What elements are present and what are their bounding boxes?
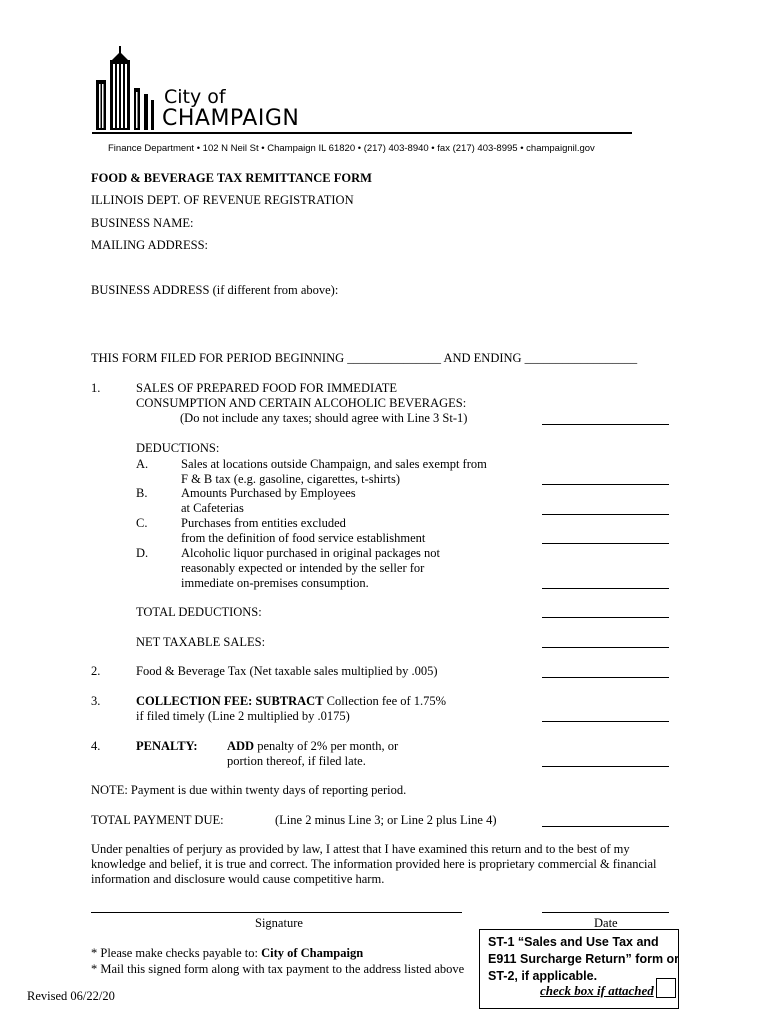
st-line1: ST-1 “Sales and Use Tax and [488,935,659,949]
line4-text2: portion thereof, if filed late. [227,754,366,768]
line3-text2: if filed timely (Line 2 multiplied by .0175) [136,709,350,723]
total-deductions-label: TOTAL DEDUCTIONS: [136,605,262,619]
date-field[interactable] [542,912,669,913]
net-taxable-label: NET TAXABLE SALES: [136,635,266,649]
deduction-c-text2: from the definition of food service establishment [181,531,426,545]
net-taxable-field[interactable] [542,647,669,648]
line3-bold: COLLECTION FEE: SUBTRACT [136,694,324,708]
deduction-d-letter: D. [136,546,149,560]
total-due-label: TOTAL PAYMENT DUE: [91,813,224,827]
perjury-line1: Under penalties of perjury as provided by law, I attest that I have examined this return and to the best of my [91,842,630,856]
business-name-label: BUSINESS NAME: [91,216,194,230]
line4-text1: penalty of 2% per month, or [254,739,399,753]
deduction-d-text1: Alcoholic liquor purchased in original packages not [181,546,440,560]
payable-prefix: * Please make checks payable to: [91,946,262,960]
line2-number: 2. [91,664,101,678]
deduction-a-amount-field[interactable] [542,484,669,485]
deduction-c-letter: C. [136,516,148,530]
perjury-line3: information and disclosure would cause competitive harm. [91,872,385,886]
line3-number: 3. [91,694,101,708]
mailing-address-label: MAILING ADDRESS: [91,238,209,252]
logo-city-of: City of [164,86,226,108]
st-box-text [488,934,679,985]
deduction-b-amount-field[interactable] [542,514,669,515]
deduction-c-text1: Purchases from entities excluded [181,516,346,530]
line1-text2: CONSUMPTION AND CERTAIN ALCOHOLIC BEVERAGES: [136,396,467,410]
contact-line: Finance Department • 102 N Neil St • Champaign IL 61820 • (217) 403-8940 • fax (217) 403-8995 • champaignil.gov [108,143,595,154]
line4-add: ADD [227,739,255,753]
line2-amount-field[interactable] [542,677,669,678]
payment-note: NOTE: Payment is due within twenty days of reporting period. [91,783,407,797]
total-due-field[interactable] [542,826,669,827]
perjury-line2: knowledge and belief, it is true and correct. The information provided here is proprietary commercial & financial [91,857,657,871]
line4-label: PENALTY: [136,739,198,753]
check-box-label: check box if attached [540,983,654,998]
signature-label: Signature [255,916,303,930]
city-skyline-icon [92,44,162,132]
deduction-b-text2: at Cafeterias [181,501,244,515]
line3-text1: Collection fee of 1.75% [323,694,447,708]
payable-name: City of Champaign [261,946,364,960]
st-line2: E911 Surcharge Return” form or [488,952,680,966]
deduction-b-text1: Amounts Purchased by Employees [181,486,356,500]
deduction-d-amount-field[interactable] [542,588,669,589]
deduction-a-text2: F & B tax (e.g. gasoline, cigarettes, t-shirts) [181,472,401,486]
line1-text3: (Do not include any taxes; should agree with Line 3 St-1) [180,411,468,425]
deduction-a-letter: A. [136,457,149,471]
mail-note: * Mail this signed form along with tax payment to the address listed above [91,962,465,976]
st-line3: ST-2, if applicable. [488,969,598,983]
date-label: Date [594,916,618,930]
header-rule [92,132,632,134]
total-due-formula: (Line 2 minus Line 3; or Line 2 plus Line 4) [275,813,497,827]
line4-amount-field[interactable] [542,766,669,767]
line1-number: 1. [91,381,101,395]
payable-note [91,946,363,961]
city-logo [92,44,332,134]
line1-amount-field[interactable] [542,424,669,425]
line3-amount-field[interactable] [542,721,669,722]
deduction-b-letter: B. [136,486,148,500]
deductions-heading: DEDUCTIONS: [136,441,220,455]
deduction-a-text1: Sales at locations outside Champaign, and sales exempt from [181,457,487,471]
line4-text-row [227,739,398,754]
registration-label: ILLINOIS DEPT. OF REVENUE REGISTRATION [91,193,354,207]
line3-text-row [136,694,446,709]
signature-field[interactable] [91,912,462,913]
total-deductions-field[interactable] [542,617,669,618]
line4-number: 4. [91,739,101,753]
line2-text: Food & Beverage Tax (Net taxable sales multiplied by .005) [136,664,438,678]
period-line: THIS FORM FILED FOR PERIOD BEGINNING _______________ AND ENDING __________________ [91,351,638,365]
business-address-label: BUSINESS ADDRESS (if different from above): [91,283,339,297]
deduction-c-amount-field[interactable] [542,543,669,544]
line1-text1: SALES OF PREPARED FOOD FOR IMMEDIATE [136,381,398,395]
deduction-d-text2: reasonably expected or intended by the seller for [181,561,425,575]
logo-champaign: CHAMPAIGN [162,106,300,131]
attached-checkbox[interactable] [656,978,676,998]
revised-date: Revised 06/22/20 [27,989,115,1003]
st-attachment-box [479,929,679,1009]
deduction-d-text3: immediate on-premises consumption. [181,576,369,590]
form-title: FOOD & BEVERAGE TAX REMITTANCE FORM [91,171,372,185]
